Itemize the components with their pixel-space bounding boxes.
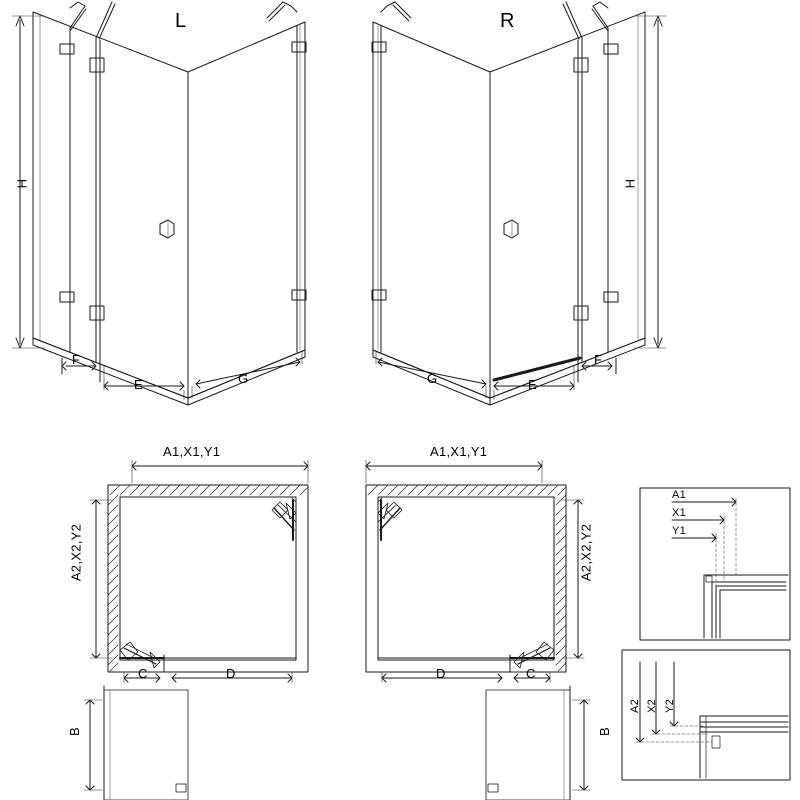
detail-view-top [640,488,790,640]
iso-left-panel-label-f: F [72,352,81,367]
detail-view-bottom [622,650,790,780]
detail-top-dimension-x1: X1 [672,507,687,519]
iso-right-panel-label-f: F [594,352,603,367]
iso-left-height-label: H [14,178,30,189]
iso-left-variant-label: L [175,10,187,32]
detail-top-dimension-a1: A1 [672,489,687,501]
plan-view-left [84,460,308,800]
iso-left-panel-label-e: E [134,377,143,392]
detail-top-dimension-y1: Y1 [672,525,687,537]
plan-right-bottom-dimension-c: C [526,666,536,681]
plan-right-side-dimension: A2,X2,Y2 [578,523,594,582]
plan-left-side-dimension: A2,X2,Y2 [68,523,84,582]
detail-bottom-dimension-a2: A2 [629,698,642,714]
iso-right-variant-label: R [500,10,515,32]
plan-right-bottom-dimension-d: D [436,666,446,681]
plan-right-top-dimension: A1,X1,Y1 [430,444,488,459]
detail-bottom-dimension-x2: X2 [646,698,659,714]
plan-view-right [366,460,590,800]
plan-left-bottom-dimension-c: C [138,666,148,681]
iso-left-panel-label-g: G [238,371,249,386]
iso-view-right [372,2,666,405]
iso-view-left [12,2,306,405]
plan-left-door-dimension-b: B [66,727,82,736]
iso-right-panel-label-g: G [427,371,438,386]
plan-right-door-dimension-b: B [596,727,612,736]
plan-left-top-dimension: A1,X1,Y1 [163,444,221,459]
detail-bottom-dimension-y2: Y2 [664,698,677,714]
iso-right-height-label: H [622,178,638,189]
plan-left-bottom-dimension-d: D [226,666,236,681]
iso-right-panel-label-e: E [528,377,537,392]
